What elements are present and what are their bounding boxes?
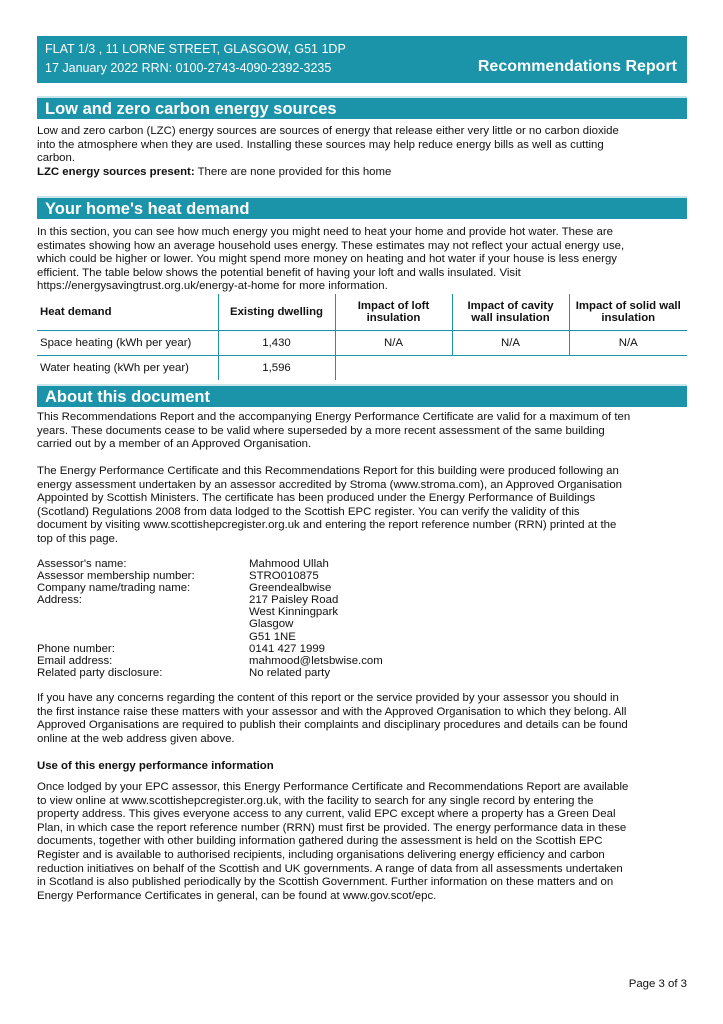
- company-name: Greendealbwise: [249, 582, 332, 595]
- lzc-present-label: LZC energy sources present:: [37, 165, 195, 178]
- cell-water-heating-existing: 1,596: [218, 356, 335, 381]
- address-row: [37, 631, 383, 643]
- text-line: Plan, in which case the report reference number (RRN) must first be provided. The energy performance data in these: [37, 821, 627, 834]
- text-line: Energy Performance Certificates in general, can be found at www.gov.scot/epc.: [37, 889, 437, 902]
- address-line: West Kinningpark: [249, 606, 339, 619]
- field-label: Email address:: [37, 654, 113, 667]
- text-line: carried out by a member of an Approved Organisation.: [37, 438, 312, 451]
- cell-space-heating-existing: 1,430: [218, 331, 335, 356]
- text-line: in Scotland is also published periodically by the Scottish Government. Further information on these matters and on: [37, 876, 614, 889]
- text-line: into the atmosphere when they are used. Installing these sources may help reduce energy bills as well as cutting: [37, 138, 604, 151]
- section-title-heat-demand: Your home's heat demand: [37, 196, 687, 219]
- table-row: [37, 356, 687, 381]
- assessor-membership-number: STRO010875: [249, 570, 319, 583]
- company-row: [37, 582, 383, 594]
- lzc-paragraph: [37, 125, 687, 179]
- col-header-loft-insulation: Impact of loft insulation: [335, 294, 452, 331]
- field-label: Assessor's name:: [37, 558, 127, 570]
- address-row: [37, 618, 383, 630]
- page-number: Page 3 of 3: [628, 978, 687, 990]
- cell-space-heating-cavity: N/A: [452, 331, 569, 356]
- text-line: The Energy Performance Certificate and this Recommendations Report for this building were produced following an: [37, 465, 619, 477]
- text-line: estimates showing how an average household uses energy. These estimates may not reflect your actual energy use,: [37, 239, 625, 252]
- report-header-banner: [37, 36, 687, 83]
- phone-row: [37, 643, 383, 655]
- heat-demand-table: [37, 294, 687, 380]
- about-paragraph-concerns: [37, 692, 687, 746]
- table-row: [37, 331, 687, 356]
- col-header-heat-demand: Heat demand: [37, 294, 218, 331]
- text-line: online at the web address given above.: [37, 732, 235, 745]
- date-and-rrn: 17 January 2022 RRN: 0100-2743-4090-2392-3235: [45, 61, 332, 75]
- text-line: years. These documents cease to be valid where superseded by a more recent assessment of the same building: [37, 424, 605, 437]
- text-line: If you have any concerns regarding the content of this report or the service provided by your assessor you should in: [37, 692, 619, 704]
- text-line: Appointed by Scottish Ministers. The certificate has been produced under the Energy Performance of Buildings: [37, 492, 596, 505]
- related-party-disclosure: No related party: [249, 666, 331, 679]
- text-line: In this section, you can see how much energy you might need to heat your home and provide hot water. These are: [37, 226, 613, 238]
- field-label: Company name/trading name:: [37, 582, 191, 595]
- table-header-row: [37, 294, 687, 331]
- text-line: (Scotland) Regulations 2008 from data lodged to the Scottish EPC register. You can verify the validity of this: [37, 505, 580, 518]
- text-line: top of this page.: [37, 532, 119, 545]
- assessor-details: [37, 558, 383, 679]
- field-label: Address:: [37, 594, 82, 607]
- cell-space-heating-loft: N/A: [335, 331, 452, 356]
- field-label: Phone number:: [37, 642, 115, 655]
- heat-demand-paragraph: [37, 226, 687, 294]
- text-line: the first instance raise these matters with your assessor and with the Approved Organisation to which they belong. All: [37, 705, 627, 718]
- text-line: Register and is available to authorised recipients, including organisations delivering energy efficiency and carbon: [37, 848, 605, 861]
- lzc-present-value: There are none provided for this home: [194, 165, 392, 178]
- address-line: Glasgow: [249, 618, 294, 631]
- col-header-solid-wall: Impact of solid wall insulation: [569, 294, 687, 331]
- text-line: Once lodged by your EPC assessor, this Energy Performance Certificate and Recommendations Report are available: [37, 781, 629, 793]
- text-line: efficient. The table below shows the potential benefit of having your loft and walls insulated. Visit: [37, 266, 521, 279]
- subheading-use-of-information: Use of this energy performance information: [37, 760, 274, 772]
- property-address: FLAT 1/3 , 11 LORNE STREET, GLASGOW, G51 1DP: [45, 42, 346, 56]
- col-header-cavity-wall: Impact of cavity wall insulation: [452, 294, 569, 331]
- assessor-name: Mahmood Ullah: [249, 558, 329, 570]
- text-line: which could be higher or lower. You might spend more money on heating and hot water if your house is less energy: [37, 253, 618, 266]
- address-line: 217 Paisley Road: [249, 594, 339, 607]
- related-party-row: [37, 667, 383, 679]
- text-line: Approved Organisations are required to publish their complaints and disciplinary procedures and details can be found: [37, 719, 628, 732]
- text-line: documents, together with other building information gathered during the assessment is held on the Scottish EPC: [37, 835, 603, 848]
- email-row: [37, 655, 383, 667]
- about-paragraph-use: [37, 781, 687, 903]
- cell-water-heating-label: Water heating (kWh per year): [40, 362, 189, 374]
- section-title-about: About this document: [37, 384, 687, 407]
- address-line: G51 1NE: [249, 630, 296, 643]
- text-line: to view online at www.scottishepcregister.org.uk, with the facility to search for any single record by entering the: [37, 794, 594, 807]
- report-title: Recommendations Report: [477, 58, 677, 75]
- text-line: https://energysavingtrust.org.uk/energy-at-home for more information.: [37, 280, 388, 293]
- lzc-present-line: [37, 166, 687, 180]
- text-line: document by visiting www.scottishepcregister.org.uk and entering the report reference number (RRN) printed at the: [37, 519, 617, 532]
- assessor-name-row: [37, 558, 383, 570]
- text-line: carbon.: [37, 152, 75, 165]
- section-title-lzc: Low and zero carbon energy sources: [37, 96, 687, 119]
- text-line: energy assessment undertaken by an assessor accredited by Stroma (www.stroma.com), an Approved Organisation: [37, 478, 622, 491]
- email-address: mahmood@letsbwise.com: [249, 654, 383, 667]
- cell-space-heating-label: Space heating (kWh per year): [37, 331, 218, 356]
- assessor-membership-row: [37, 570, 383, 582]
- text-line: property address. This gives everyone access to any current, valid EPC except where a property has a Green Deal: [37, 808, 616, 821]
- cell-space-heating-solid: N/A: [569, 331, 687, 356]
- field-label: Assessor membership number:: [37, 570, 195, 583]
- text-line: This Recommendations Report and the accompanying Energy Performance Certificate are valid for a maximum of ten: [37, 411, 631, 423]
- field-label: Related party disclosure:: [37, 666, 163, 679]
- about-paragraph-validity: [37, 411, 687, 452]
- text-line: reduction initiatives on behalf of the Scottish and UK governments. A range of data from all assessments undertaken: [37, 862, 623, 875]
- phone-number: 0141 427 1999: [249, 642, 326, 655]
- address-row: [37, 606, 383, 618]
- about-paragraph-production: [37, 465, 687, 547]
- address-row: [37, 594, 383, 606]
- col-header-existing-dwelling: Existing dwelling: [218, 294, 335, 331]
- text-line: Low and zero carbon (LZC) energy sources are sources of energy that release either very little or no carbon dioxide: [37, 125, 619, 137]
